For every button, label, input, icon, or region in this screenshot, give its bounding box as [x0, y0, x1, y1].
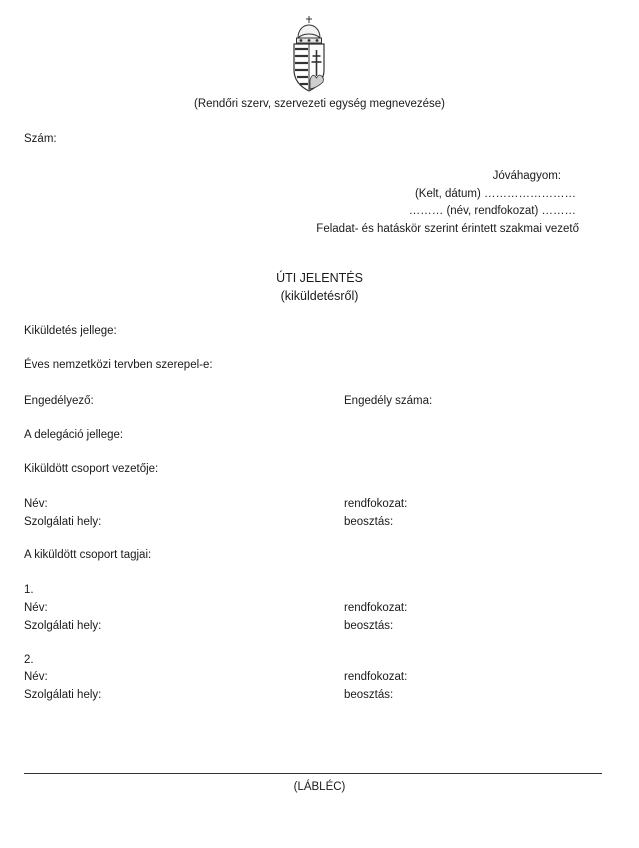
footer: (LÁBLÉC): [293, 781, 346, 793]
page-title: ÚTI JELENTÉS: [276, 271, 363, 285]
member-2-workplace-label: Szolgálati hely:: [24, 689, 102, 701]
authorizer-label: Engedélyező:: [24, 395, 94, 407]
delegation-type-label: A delegáció jellege:: [24, 429, 124, 441]
member-1-index: 1.: [24, 584, 34, 596]
member-1-rank-label: rendfokozat:: [344, 602, 408, 614]
member-1-position-label: beosztás:: [344, 620, 394, 632]
member-2-index: 2.: [24, 654, 34, 666]
footer-divider: [24, 773, 602, 774]
member-1-workplace-label: Szolgálati hely:: [24, 620, 102, 632]
leader-workplace-label: Szolgálati hely:: [24, 516, 102, 528]
org-name: (Rendőri szerv, szervezeti egység megnevezése): [194, 98, 445, 110]
approval-date-line: (Kelt, dátum) ……………………: [414, 187, 576, 200]
members-label: A kiküldött csoport tagjai:: [24, 549, 152, 561]
leader-rank-label: rendfokozat:: [344, 498, 408, 510]
member-1-name-label: Név:: [24, 602, 48, 614]
coat-of-arms-icon: [289, 14, 329, 94]
mission-type-label: Kiküldetés jellege:: [24, 325, 117, 337]
member-2-rank-label: rendfokozat:: [344, 671, 408, 683]
approval-block: [316, 168, 579, 238]
group-leader-label: Kiküldött csoport vezetője:: [24, 463, 159, 475]
number-label: Szám:: [24, 133, 57, 145]
leader-position-label: beosztás:: [344, 516, 394, 528]
approval-name-line: ……… (név, rendfokozat) ………: [408, 205, 576, 217]
leader-name-label: Név:: [24, 498, 48, 510]
page-subtitle: (kiküldetésről): [280, 289, 359, 303]
permit-number-label: Engedély száma:: [344, 395, 433, 407]
member-2-position-label: beosztás:: [344, 689, 394, 701]
approval-role-line: Feladat- és hatáskör szerint érintett szakmai vezető: [316, 222, 579, 235]
member-2-name-label: Név:: [24, 671, 48, 683]
annual-plan-label: Éves nemzetközi tervben szerepel-e:: [24, 359, 213, 371]
approval-label: Jóváhagyom:: [492, 170, 561, 182]
